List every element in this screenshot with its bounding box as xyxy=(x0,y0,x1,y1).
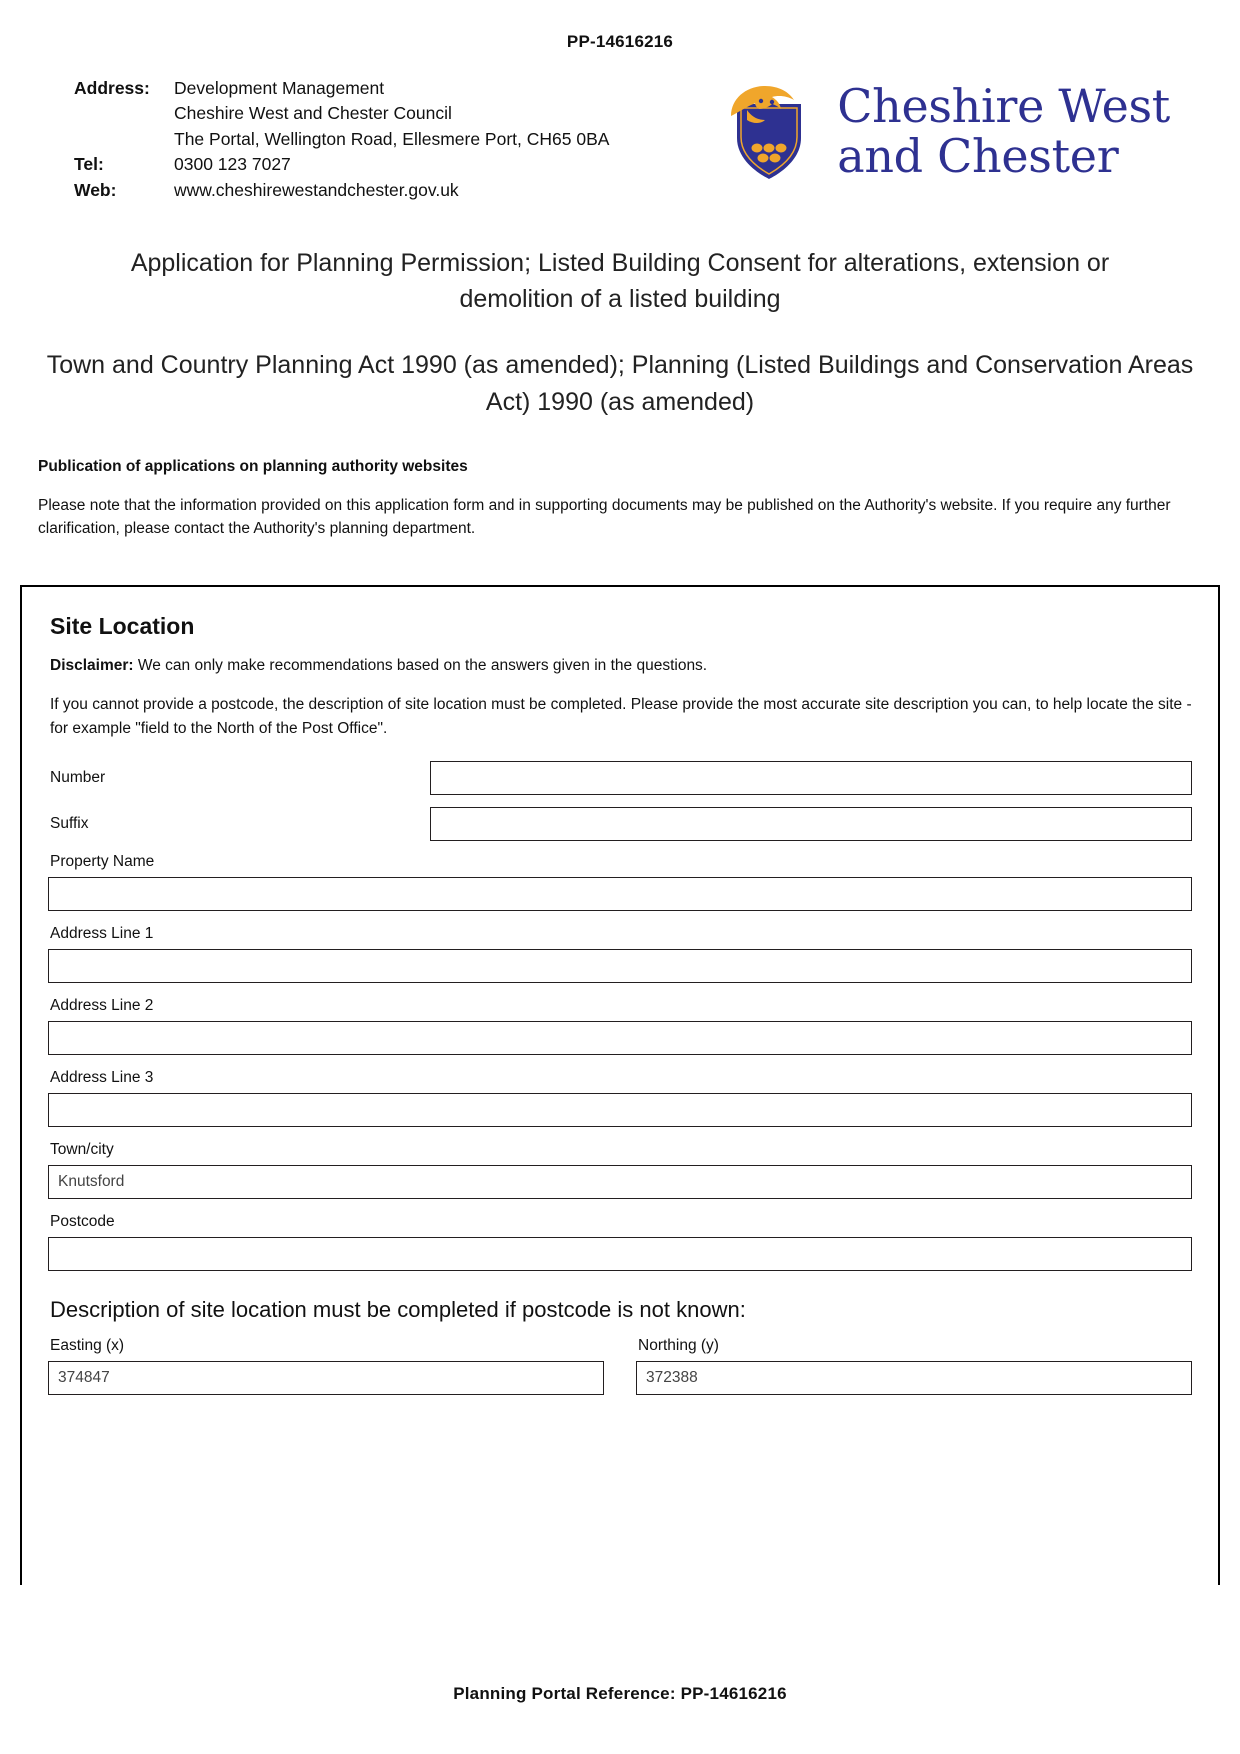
document-title: Application for Planning Permission; Listed Building Consent for alterations, extension or demolition of a listed building xyxy=(130,248,1110,314)
address-line-2-input[interactable] xyxy=(48,1021,1192,1055)
document-subtitle: Town and Country Planning Act 1990 (as amended); Planning (Listed Buildings and Conservation Areas Act) 1990 (as amended) xyxy=(46,351,1194,416)
publication-text: Please note that the information provided on this application form and in supporting documents may be published on the Authority's website. If you require any further clarification, please contact the Authority's planning department. xyxy=(38,496,1171,538)
field-town-city xyxy=(48,1141,1192,1199)
field-address-line-2 xyxy=(48,997,1192,1055)
contact-value: Cheshire West and Chester Council xyxy=(174,103,452,124)
field-label-northing: Northing (y) xyxy=(638,1337,719,1355)
field-label-number: Number xyxy=(50,769,106,787)
page-footer: Planning Portal Reference: PP-14616216 xyxy=(453,1684,787,1703)
field-label-town-city: Town/city xyxy=(50,1141,114,1159)
contact-value-web: www.cheshirewestandchester.gov.uk xyxy=(174,179,459,200)
council-logo-text xyxy=(837,79,1170,183)
description-heading: Description of site location must be completed if postcode is not known: xyxy=(50,1297,746,1323)
disclaimer-body: We can only make recommendations based on the answers given in the questions. xyxy=(133,656,708,674)
field-label-address-line-2: Address Line 2 xyxy=(50,997,154,1015)
contact-label: Address: xyxy=(74,78,150,98)
council-logo-line2: and Chester xyxy=(837,129,1119,183)
field-property-name xyxy=(48,853,1192,911)
property-name-input[interactable] xyxy=(48,877,1192,911)
number-input[interactable] xyxy=(430,761,1192,795)
help-text: If you cannot provide a postcode, the description of site location must be completed. Please provide the most accurate site description you can, to help locate the site - for example "field to the North of the Post Office". xyxy=(50,696,1192,738)
address-line-3-input[interactable] xyxy=(48,1093,1192,1127)
postcode-input[interactable] xyxy=(48,1237,1192,1271)
section-title: Site Location xyxy=(50,612,195,639)
contact-label xyxy=(74,127,174,152)
field-label-property-name: Property Name xyxy=(50,853,155,871)
disclaimer-text xyxy=(50,654,1192,677)
contact-value: The Portal, Wellington Road, Ellesmere Port, CH65 0BA xyxy=(174,128,610,149)
address-line-1-input[interactable] xyxy=(48,949,1192,983)
field-label-postcode: Postcode xyxy=(50,1213,115,1231)
field-northing xyxy=(636,1337,1192,1395)
contact-value: Development Management xyxy=(174,78,385,98)
coordinates-row xyxy=(48,1337,1192,1395)
field-postcode xyxy=(48,1213,1192,1271)
page-reference-top: PP-14616216 xyxy=(566,32,674,51)
contact-value-tel: 0300 123 7027 xyxy=(174,154,291,175)
northing-input[interactable]: 372388 xyxy=(636,1361,1192,1395)
field-address-line-3 xyxy=(48,1069,1192,1127)
field-easting xyxy=(48,1337,604,1395)
publication-heading: Publication of applications on planning authority websites xyxy=(38,457,468,475)
field-label-address-line-3: Address Line 3 xyxy=(50,1069,154,1087)
contact-label-web: Web: xyxy=(74,179,117,200)
council-logo-line1: Cheshire West xyxy=(837,79,1170,134)
council-crest-icon xyxy=(717,80,821,184)
contact-row xyxy=(74,152,609,177)
contact-row xyxy=(74,127,609,152)
suffix-input[interactable] xyxy=(430,807,1192,841)
council-logo xyxy=(717,80,1170,184)
contact-label xyxy=(74,101,174,126)
field-label-suffix: Suffix xyxy=(50,815,89,833)
contact-row xyxy=(74,178,609,203)
field-address-line-1 xyxy=(48,925,1192,983)
document-header xyxy=(16,76,1224,203)
authority-contact-block xyxy=(74,76,609,203)
field-number xyxy=(48,761,1192,795)
field-label-address-line-1: Address Line 1 xyxy=(50,925,154,943)
disclaimer-label: Disclaimer: xyxy=(50,656,134,674)
site-location-section xyxy=(20,585,1220,1585)
contact-label-tel: Tel: xyxy=(74,154,104,175)
field-suffix xyxy=(48,807,1192,841)
field-label-easting: Easting (x) xyxy=(50,1337,125,1355)
easting-input[interactable]: 374847 xyxy=(48,1361,604,1395)
town-city-input[interactable]: Knutsford xyxy=(48,1165,1192,1199)
contact-row xyxy=(74,101,609,126)
contact-row xyxy=(74,76,609,101)
